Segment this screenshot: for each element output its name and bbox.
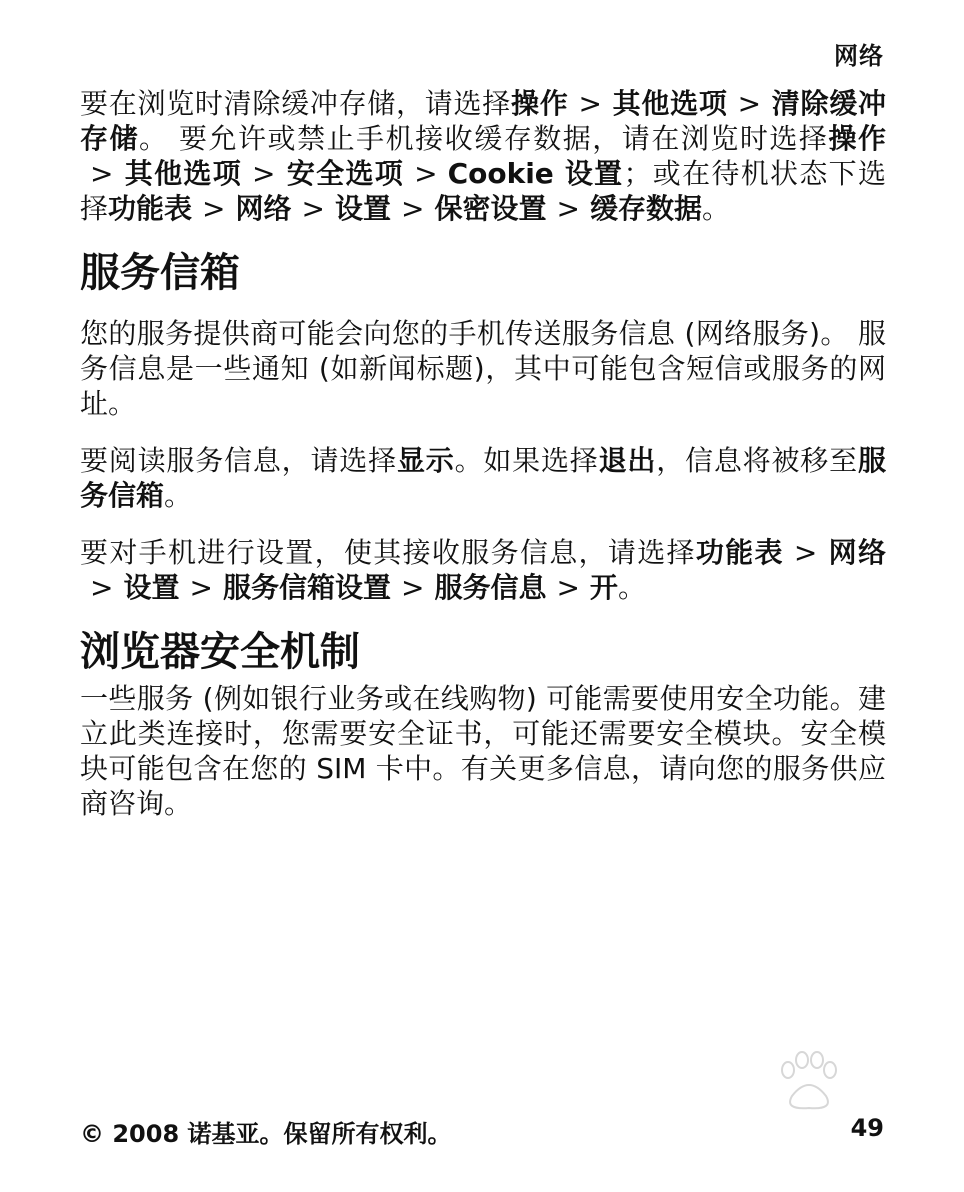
paragraph-read-service-message [80,443,886,513]
text-run: 。 [701,192,730,225]
paw-toe [796,1052,808,1068]
text-run: 要对手机进行设置，使其接收服务信息，请选择 [80,536,696,569]
menu-path-item: 保密设置 [434,192,547,225]
menu-path-item: 设置 [123,571,180,604]
menu-path-item: 网络 [827,536,886,569]
menu-path-item: 安全选项 [285,157,405,190]
menu-path-item: 网络 [235,192,292,225]
page-content [80,86,886,843]
text-run: ，信息将被移至 [656,444,858,477]
path-separator: > [90,157,114,190]
path-separator: > [556,571,580,604]
menu-path-item: 其他选项 [123,157,243,190]
menu-command: 退出 [598,444,657,477]
menu-path-item: 功能表 [695,536,784,569]
paragraph-service-intro: 您的服务提供商可能会向您的手机传送服务信息 (网络服务)。 服务信息是一些通知 (如新闻标题)，其中可能包含短信或服务的网址。 [80,317,886,420]
path-separator: > [578,87,602,120]
path-separator: > [301,192,325,225]
paragraph-browser-security: 一些服务 (例如银行业务或在线购物) 可能需要使用安全功能。建立此类连接时，您需要安全证书，可能还需要安全模块。安全模块可能包含在您的 SIM 卡中。有关更多信息，请向您的服务供应商咨询。 [80,682,886,820]
menu-command: 显示 [396,444,455,477]
paw-toe [824,1062,836,1078]
baidu-watermark-icon [684,1044,914,1154]
text-run: 。 [617,571,646,604]
menu-path-item: Cookie 设置 [447,157,624,190]
text-run: 要在浏览时清除缓冲存储，请选择 [80,87,511,120]
path-separator: > [737,87,762,120]
text-run: ；或在待机状态下选择 [80,157,886,225]
text-run: 要阅读服务信息，请选择 [80,444,397,477]
path-separator: > [189,571,213,604]
menu-path-item: 操作 [510,87,569,120]
page-number: 49 [850,1114,884,1142]
path-separator: > [556,192,580,225]
menu-path-item: 缓存数据 [589,192,702,225]
section-heading-browser-security: 浏览器安全机制 [80,629,360,675]
path-separator: > [414,157,438,190]
path-separator: > [252,157,276,190]
paw-toe [811,1052,823,1068]
paw-toe [782,1062,794,1078]
text-run: 。 要允许或禁止手机接收缓存数据，请在浏览时选择 [139,122,829,155]
running-header: 网络 [834,42,884,70]
menu-path-item: 功能表 [108,192,193,225]
section-heading-service-inbox: 服务信箱 [80,250,240,296]
menu-path-item: 服务信箱设置 [222,571,391,604]
menu-command: 服务信箱 [80,444,886,512]
paragraph-cache-settings [80,86,886,226]
menu-path-item: 服务信息 [434,571,547,604]
menu-path-item: 其他选项 [611,87,728,120]
path-separator: > [401,192,425,225]
path-separator: > [90,571,114,604]
path-separator: > [793,536,818,569]
paragraph-service-settings [80,535,886,605]
menu-path-item: 操作 [828,122,886,155]
path-separator: > [202,192,226,225]
menu-path-item: 开 [589,571,618,604]
menu-path-item: 设置 [334,192,391,225]
text-run: 。 [164,479,193,512]
menu-path-item: 清除缓冲存储 [80,87,886,155]
paw-pad [790,1085,828,1108]
path-separator: > [400,571,425,604]
copyright-footer: © 2008 诺基亚。保留所有权利。 [80,1120,452,1148]
text-run: 。如果选择 [454,444,599,477]
